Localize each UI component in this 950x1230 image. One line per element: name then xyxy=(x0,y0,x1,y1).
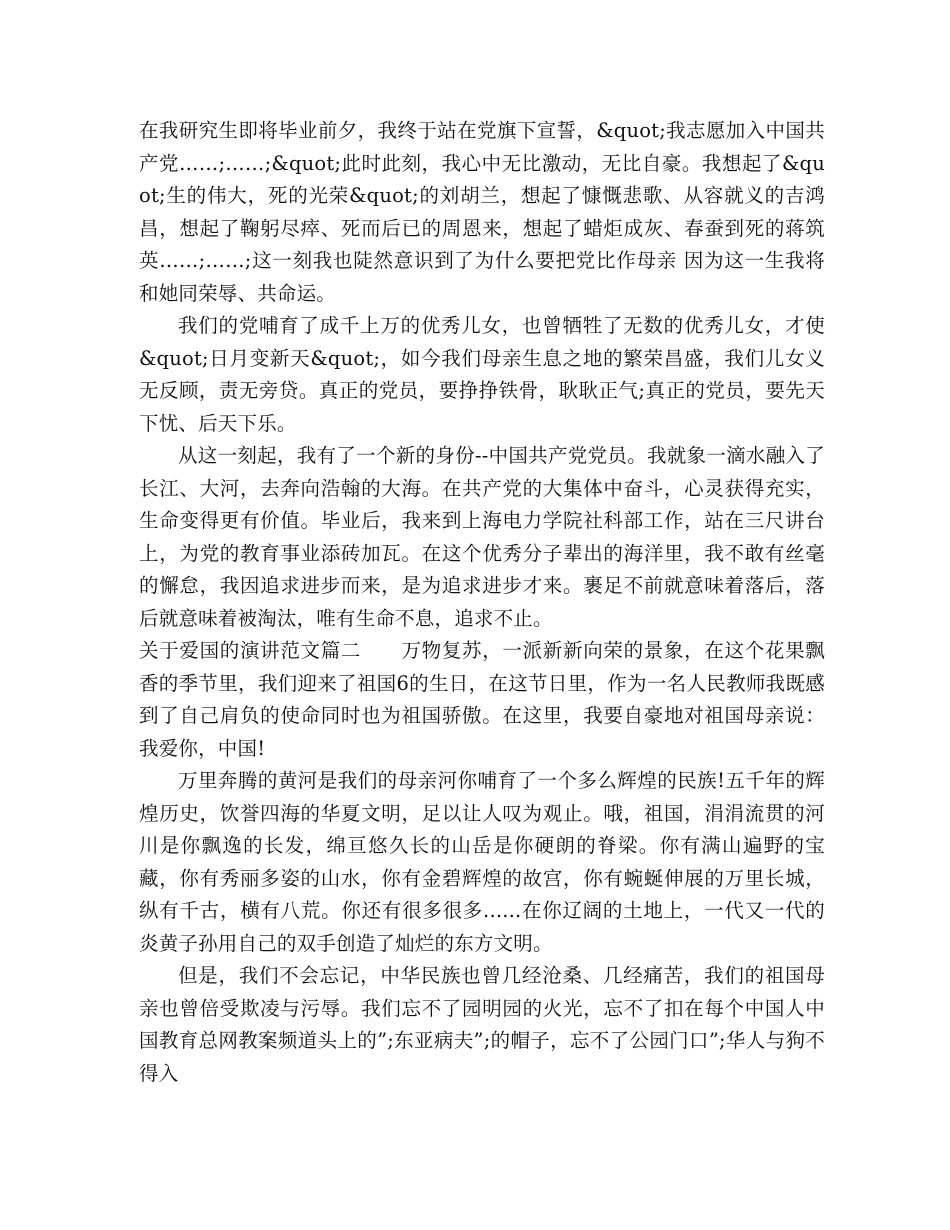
paragraph-speech-two-intro: 关于爱国的演讲范文篇二 万物复苏，一派新新向荣的景象，在这个花果飘香的季节里，我们迎来了祖国6的生日，在这节日里，作为一名人民教师我既感到了自己肩负的使命同时也为祖国骄傲。在这里，我要自豪地对祖国母亲说：我爱你，中国! xyxy=(139,639,825,760)
document-body xyxy=(139,115,825,1090)
paragraph-party: 我们的党哺育了成千上万的优秀儿女，也曾牺牲了无数的优秀儿女，才使&quot;日月变新天&quot;，如今我们母亲生息之地的繁荣昌盛，我们儿女义无反顾，责无旁贷。真正的党员，要挣挣铁骨，耿耿正气;真正的党员，要先天下忧、后天下乐。 xyxy=(139,314,825,435)
paragraph-yellow-river: 万里奔腾的黄河是我们的母亲河你哺育了一个多么辉煌的民族!五千年的辉煌历史，饮誉四海的华夏文明，足以让人叹为观止。哦，祖国，涓涓流贯的河川是你飘逸的长发，绵亘悠久长的山岳是你硬朗的脊梁。你有满山遍野的宝藏，你有秀丽多姿的山水，你有金碧辉煌的故宫，你有蜿蜒伸展的万里长城，纵有千古，横有八荒。你还有很多很多......在你辽阔的土地上，一代又一代的炎黄子孙用自己的双手创造了灿烂的东方文明。 xyxy=(139,769,825,955)
paragraph-history: 但是，我们不会忘记，中华民族也曾几经沧桑、几经痛苦，我们的祖国母亲也曾倍受欺凌与污辱。我们忘不了园明园的火光，忘不了扣在每个中国人中国教育总网教案频道头上的”;东亚病夫”;的帽子，忘不了公园门口”;华人与狗不得入 xyxy=(139,964,825,1085)
paragraph-oath: 在我研究生即将毕业前夕，我终于站在党旗下宣誓，&quot;我志愿加入中国共产党……;……;&quot;此时此刻，我心中无比激动，无比自豪。我想起了&quot;生的伟大，死的光荣&quot;的刘胡兰，想起了慷慨悲歌、从容就义的吉鸿昌，想起了鞠躬尽瘁、死而后已的周恩来，想起了蜡炬成灰、春蚕到死的蒋筑英……;……;这一刻我也陡然意识到了为什么要把党比作母亲 因为这一生我将和她同荣辱、共命运。 xyxy=(139,119,825,305)
paragraph-new-identity: 从这一刻起，我有了一个新的身份--中国共产党党员。我就象一滴水融入了长江、大河，去奔向浩翰的大海。在共产党的大集体中奋斗，心灵获得充实，生命变得更有价值。毕业后，我来到上海电力学院社科部工作，站在三尺讲台上，为党的教育事业添砖加瓦。在这个优秀分子辈出的海洋里，我不敢有丝毫的懈怠，我因追求进步而来，是为追求进步才来。裹足不前就意味着落后，落后就意味着被淘汰，唯有生命不息，追求不止。 xyxy=(139,444,825,630)
